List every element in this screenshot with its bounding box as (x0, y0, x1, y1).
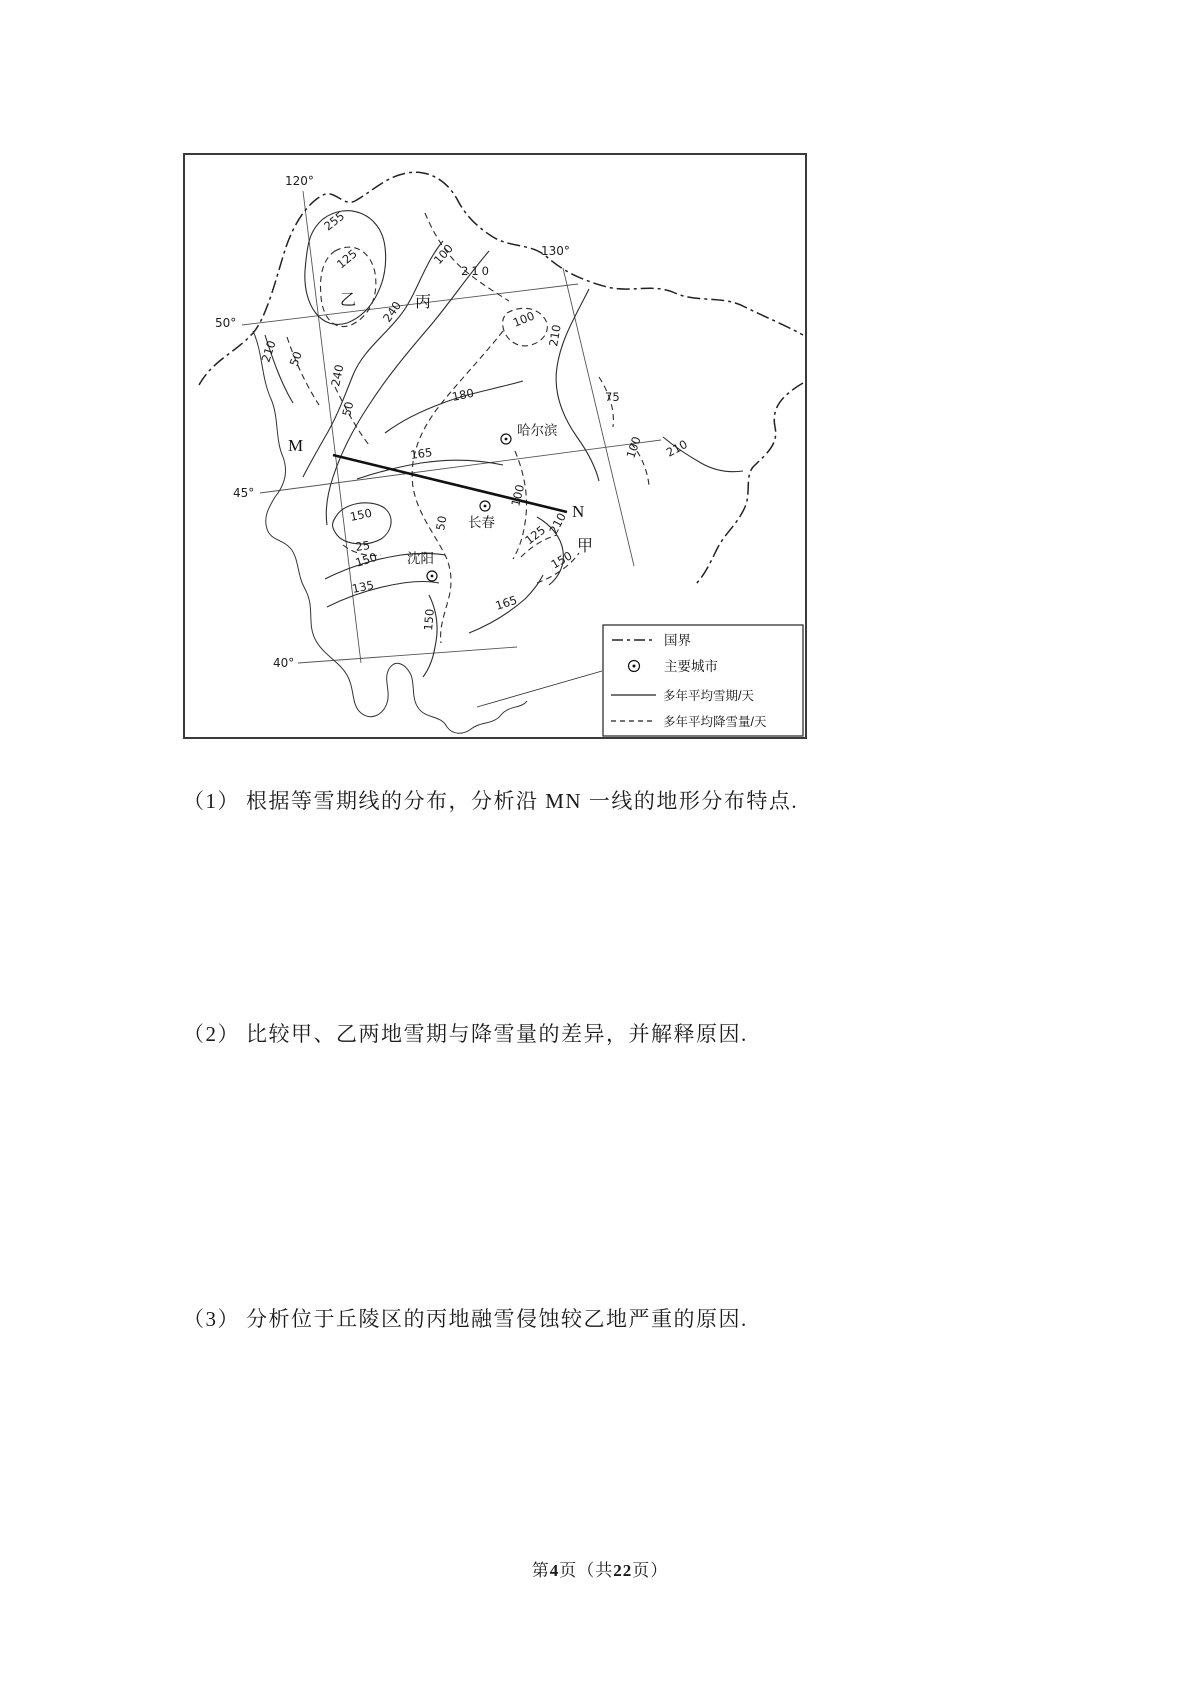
isoline-135 (327, 582, 439, 608)
point-yi: 乙 (340, 292, 357, 309)
parallel-40 (298, 647, 517, 663)
contour-labels (259, 209, 690, 631)
label-50deg: 50° (215, 316, 237, 330)
point-m: M (288, 436, 304, 455)
meridian-130 (563, 268, 634, 566)
city-symbol-dot (484, 505, 487, 508)
national-border-east (695, 383, 803, 585)
isoline-50-west (287, 337, 319, 405)
isoline-165-upper (357, 460, 503, 479)
city-shenyang (407, 551, 437, 581)
contour-label: 100 (623, 434, 644, 460)
legend-leader-line (477, 671, 602, 707)
contour-label: 210 (546, 510, 569, 537)
label-130deg: 130° (541, 244, 570, 258)
city-harbin (501, 423, 558, 444)
city-label-changchun: 长春 (468, 515, 495, 530)
contour-label: 25 (354, 538, 371, 554)
city-changchun (468, 501, 495, 530)
contour-label: 50 (286, 349, 305, 369)
graticule-labels (215, 174, 570, 670)
footer-mid: 页（共 (559, 1561, 614, 1580)
contour-label: 255 (321, 208, 348, 234)
contour-label: 135 (350, 577, 376, 596)
question-3-number: （3） (183, 1307, 240, 1331)
city-symbol-dot (431, 575, 434, 578)
map-legend (603, 625, 803, 736)
footer-prefix: 第 (531, 1561, 550, 1580)
contour-label: 150 (421, 608, 437, 632)
footer-suffix: 页） (632, 1561, 669, 1580)
west-south-coastline (253, 331, 527, 733)
contour-label: 210 (461, 264, 492, 278)
contour-label: 100 (510, 308, 537, 330)
footer-total-pages: 22 (613, 1561, 633, 1580)
label-120deg: 120° (285, 174, 314, 188)
contour-label: 165 (409, 445, 434, 462)
contour-label: 210 (258, 338, 279, 364)
legend-label-city: 主要城市 (664, 659, 718, 674)
isoline-50-central (412, 331, 503, 643)
isoline-150-south (423, 595, 437, 677)
question-3-text: 分析位于丘陵区的丙地融雪侵蚀较乙地严重的原因. (246, 1307, 748, 1331)
city-label-shenyang: 沈阳 (407, 551, 434, 566)
question-2 (183, 1018, 1063, 1048)
city-symbol-sample-dot (633, 665, 636, 668)
question-1-text: 根据等雪期线的分布，分析沿 MN 一线的地形分布特点. (246, 789, 799, 813)
point-jia: 甲 (577, 538, 594, 555)
legend-label-border: 国界 (664, 633, 691, 648)
snow-map-svg (185, 155, 805, 737)
question-1-number: （1） (183, 789, 240, 813)
contour-label: 210 (663, 436, 690, 460)
city-symbol-dot (505, 438, 508, 441)
contour-label: 165 (493, 592, 519, 613)
contour-label: 100 (508, 483, 528, 508)
national-border (199, 172, 803, 585)
city-label-harbin: 哈尔滨 (517, 423, 558, 438)
graticule-lines (242, 191, 661, 663)
label-40deg: 40° (273, 656, 295, 670)
point-bing: 丙 (415, 294, 432, 311)
contour-label: 75 (605, 390, 620, 404)
question-2-number: （2） (183, 1022, 240, 1046)
region-outline (253, 331, 527, 733)
contour-label: 125 (522, 522, 549, 548)
snow-map-figure (183, 153, 807, 739)
contour-label: 150 (548, 548, 575, 572)
contour-label: 210 (546, 323, 564, 348)
contour-label: 180 (450, 385, 476, 404)
mn-section-line (333, 455, 567, 512)
label-45deg: 45° (233, 486, 255, 500)
point-n: N (572, 502, 585, 521)
isoline-210-east (556, 289, 599, 481)
question-1 (183, 785, 1063, 815)
legend-label-snowfall: 多年平均降雪量/天 (663, 715, 767, 729)
contour-label: 150 (353, 549, 379, 570)
page-footer (0, 1556, 1200, 1581)
contour-label: 150 (348, 505, 374, 524)
footer-page-number: 4 (549, 1561, 560, 1580)
question-2-text: 比较甲、乙两地雪期与降雪量的差异，并解释原因. (246, 1022, 748, 1046)
contour-label: 50 (339, 400, 357, 418)
contour-label: 100 (430, 241, 456, 268)
contour-label: 125 (333, 246, 360, 272)
contour-label: 240 (379, 298, 405, 325)
contour-label: 240 (328, 363, 347, 388)
legend-label-snow-period: 多年平均雪期/天 (663, 689, 754, 703)
question-3 (183, 1303, 1063, 1333)
contour-label: 50 (433, 514, 450, 532)
